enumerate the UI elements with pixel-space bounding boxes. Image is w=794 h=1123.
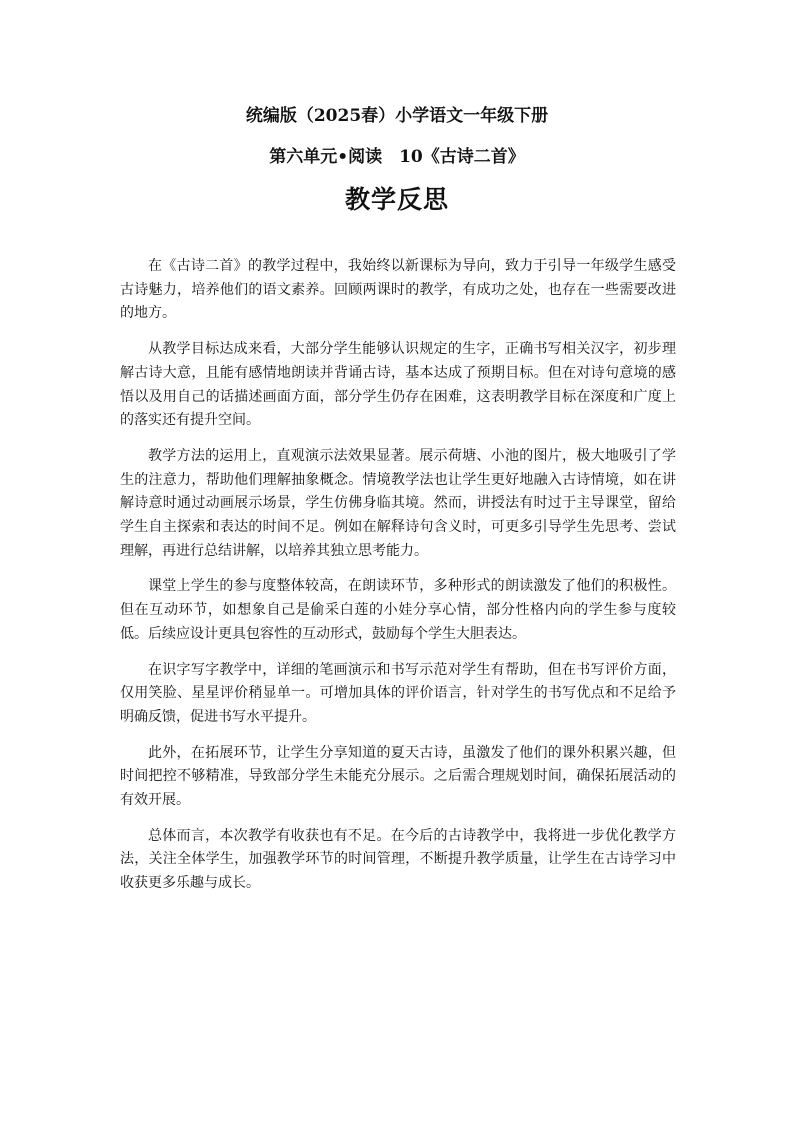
paragraph-writing: 在识字写字教学中，详细的笔画演示和书写示范对学生有帮助，但在书写评价方面，仅用笑脸、星星评价稍显单一。可增加具体的评价语言，针对学生的书写优点和不足给予明确反馈，促进书写水平提升。 (120, 661, 676, 725)
paragraph-methods: 教学方法的运用上，直观演示法效果显著。展示荷塘、小池的图片，极大地吸引了学生的注意力，帮助他们理解抽象概念。情境教学法也让学生更好地融入古诗情境，如在讲解诗意时通过动画展示场景，学生仿佛身临其境。然而，讲授法有时过于主导课堂，留给学生自主探索和表达的时间不足。例如在解释诗句含义时，可更多引导学生先思考、尝试理解，再进行总结讲解，以培养其独立思考能力。 (120, 447, 676, 559)
paragraph-intro: 在《古诗二首》的教学过程中，我始终以新课标为导向，致力于引导一年级学生感受古诗魅力，培养他们的语文素养。回顾两课时的教学，有成功之处，也存在一些需要改进的地方。 (120, 258, 676, 322)
document-title: 教学反思 (344, 185, 449, 214)
document-body (120, 255, 676, 908)
paragraph-participation: 课堂上学生的参与度整体较高，在朗读环节，多种形式的朗读激发了他们的积极性。但在互动环节，如想象自己是偷采白莲的小娃分享心情，部分性格内向的学生参与度较低。后续应设计更具包容性的互动形式，鼓励每个学生大胆表达。 (120, 578, 676, 642)
series-title: 统编版（2025春）小学语文一年级下册 (245, 106, 549, 126)
paragraph-summary: 总体而言，本次教学有收获也有不足。在今后的古诗教学中，我将进一步优化教学方法，关注全体学生，加强教学环节的时间管理，不断提升教学质量，让学生在古诗学习中收获更多乐趣与成长。 (120, 827, 676, 892)
unit-title: 第六单元•阅读 10《古诗二首》 (269, 147, 525, 167)
paragraph-extension: 此外，在拓展环节，让学生分享知道的夏天古诗，虽激发了他们的课外积累兴趣，但时间把控不够精准，导致部分学生未能充分展示。之后需合理规划时间，确保拓展活动的有效开展。 (120, 744, 676, 809)
paragraph-goals: 从教学目标达成来看，大部分学生能够认识规定的生字，正确书写相关汉字，初步理解古诗大意，且能有感情地朗读并背诵古诗，基本达成了预期目标。但在对诗句意境的感悟以及用自己的话描述画面方面，部分学生仍存在困难，这表明教学目标在深度和广度上的落实还有提升空间。 (120, 341, 676, 429)
